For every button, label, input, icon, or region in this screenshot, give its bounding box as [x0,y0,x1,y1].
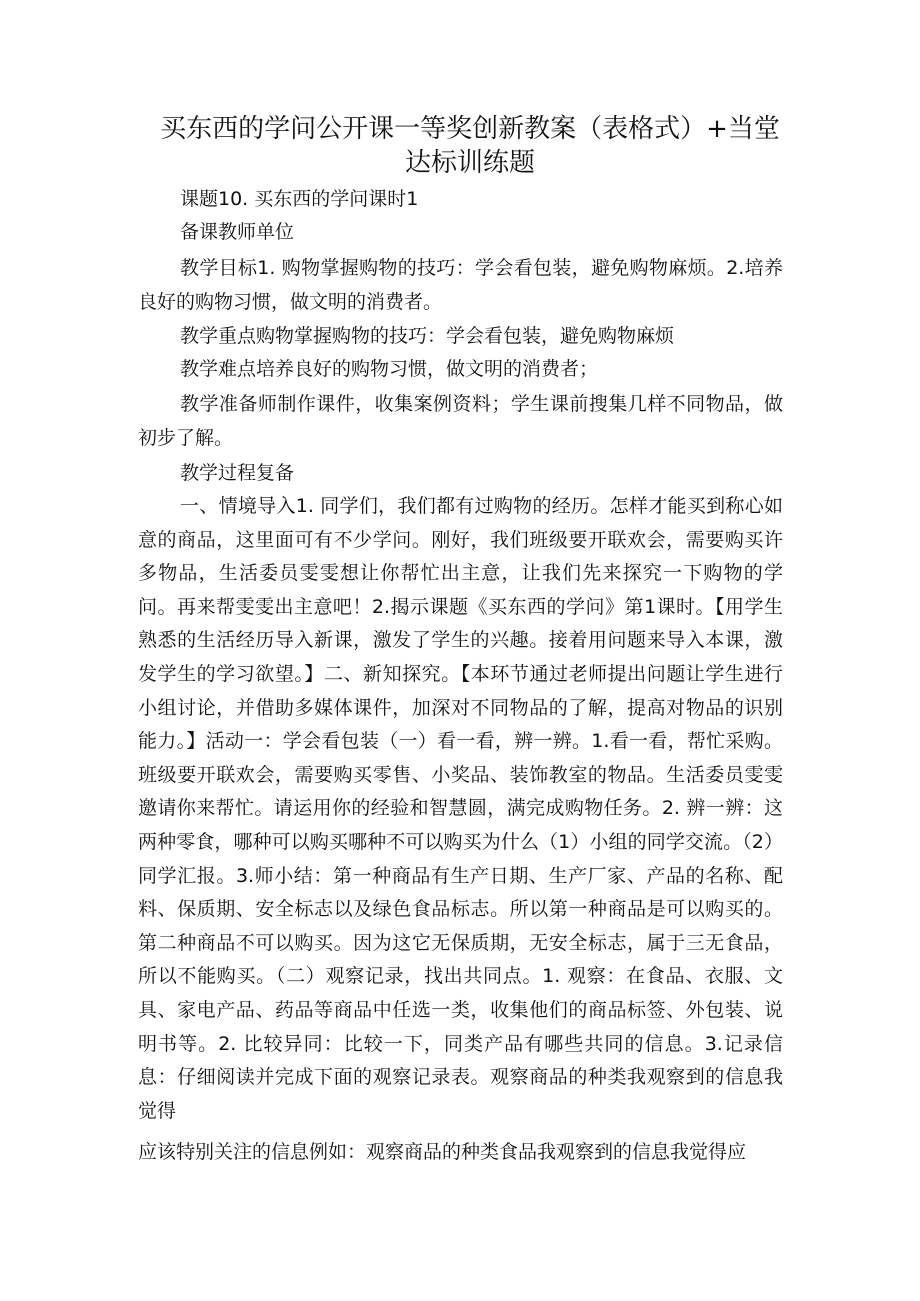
key-point-line: 教学重点购物掌握购物的技巧：学会看包装，避免购物麻烦 [180,325,675,347]
lesson-line: 课题10. 买东西的学问课时1 [180,188,419,210]
process-heading: 教学过程复备 [180,462,295,484]
difficulty-line: 教学难点培养良好的购物习惯，做文明的消费者； [180,358,599,380]
process-body-paragraph: 一、情境导入1. 同学们，我们都有过购物的经历。怎样才能买到称心如意的商品，这里面可有不少学问。刚好，我们班级要开联欢会，需要购买许多物品，生活委员雯雯想让你帮忙出主意，让我们先来探究一下购物的学问。再来帮雯雯出主意吧！2.揭示课题《买东西的学问》第1课时。【用学生熟悉的生活经历导入新课，激发了学生的兴趣。接着用问题来导入本课，激发学生的学习欲望。】二、新知探究。【本环节通过老师提出问题让学生进行小组讨论，并借助多媒体课件，加深对不同物品的了解，提高对物品的识别能力。】活动一：学会看包装（一）看一看，辨一辨。1.看一看，帮忙采购。班级要开联欢会，需要购买零售、小奖品、装饰教室的物品。生活委员雯雯邀请你来帮忙。请运用你的经验和智慧圆，满完成购物任务。2. 辨一辨：这两种零食，哪种可以购买哪种不可以购买为什么（1）小组的同学交流。（2）同学汇报。3.师小结：第一种商品有生产日期、生产厂家、产品的名称、配料、保质期、安全标志以及绿色食品标志。所以第一种商品是可以购买的。第二种商品不可以购买。因为这它无保质期，无安全标志，属于三无食品，所以不能购买。（二）观察记录，找出共同点。1. 观察：在食品、衣服、文具、家电产品、药品等商品中任选一类，收集他们的商品标签、外包装、说明书等。2. 比较异同：比较一下，同类产品有哪些共同的信息。3.记录信息：仔细阅读并完成下面的观察记录表。观察商品的种类我观察到的信息我觉得 [138,495,783,1122]
tail-paragraph: 应该特别关注的信息例如：观察商品的种类食品我观察到的信息我觉得应 [138,1141,747,1163]
teacher-line: 备课教师单位 [180,221,295,243]
objectives-paragraph: 教学目标1. 购物掌握购物的技巧：学会看包装，避免购物麻烦。2.培养良好的购物习惯，做文明的消费者。 [138,257,783,313]
document-title: 买东西的学问公开课一等奖创新教案（表格式）+当堂达标训练题 [160,114,780,178]
preparation-paragraph: 教学准备师制作课件，收集案例资料；学生课前搜集几样不同物品，做初步了解。 [138,393,783,449]
